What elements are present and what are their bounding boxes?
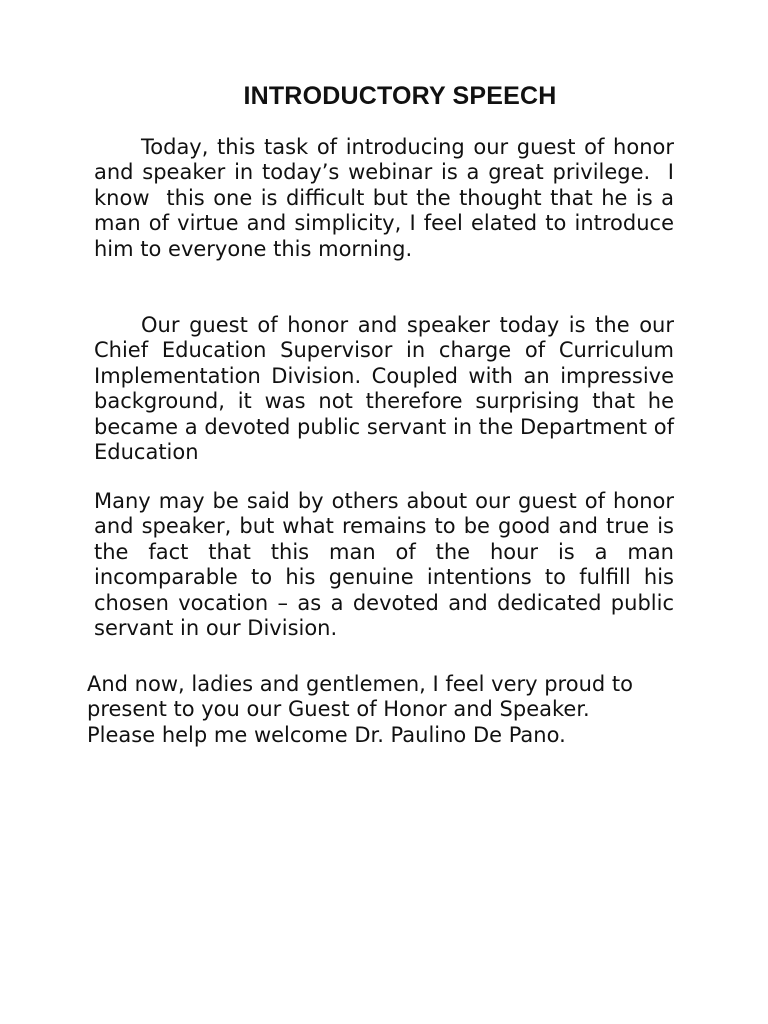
document-title: INTRODUCTORY SPEECH [243,82,557,110]
paragraph-guest-background: Our guest of honor and speaker today is the our Chief Education Supervisor in charge of Curriculum Implementation Division. Coupled with an impressive background, it was not therefore surprising that he became a devoted public servant in the Department of Education [94,313,674,465]
closing-paragraph [87,672,707,748]
closing-line: Please help me welcome Dr. Paulino De Pano. [87,722,566,747]
paragraph-guest-character: Many may be said by others about our guest of honor and speaker, but what remains to be good and true is the fact that this man of the hour is a man incomparable to his genuine intentions to fulfill his chosen vocation – as a devoted and dedicated public servant in our Division. [94,489,674,641]
paragraph-intro: Today, this task of introducing our guest of honor and speaker in today’s webinar is a great privilege. I know this one is difficult but the thought that he is a man of virtue and simplicity, I feel elated to introduce him to everyone this morning. [94,135,674,261]
closing-line: And now, ladies and gentlemen, I feel very proud to [87,672,633,696]
closing-line: present to you our Guest of Honor and Speaker. [87,697,590,722]
